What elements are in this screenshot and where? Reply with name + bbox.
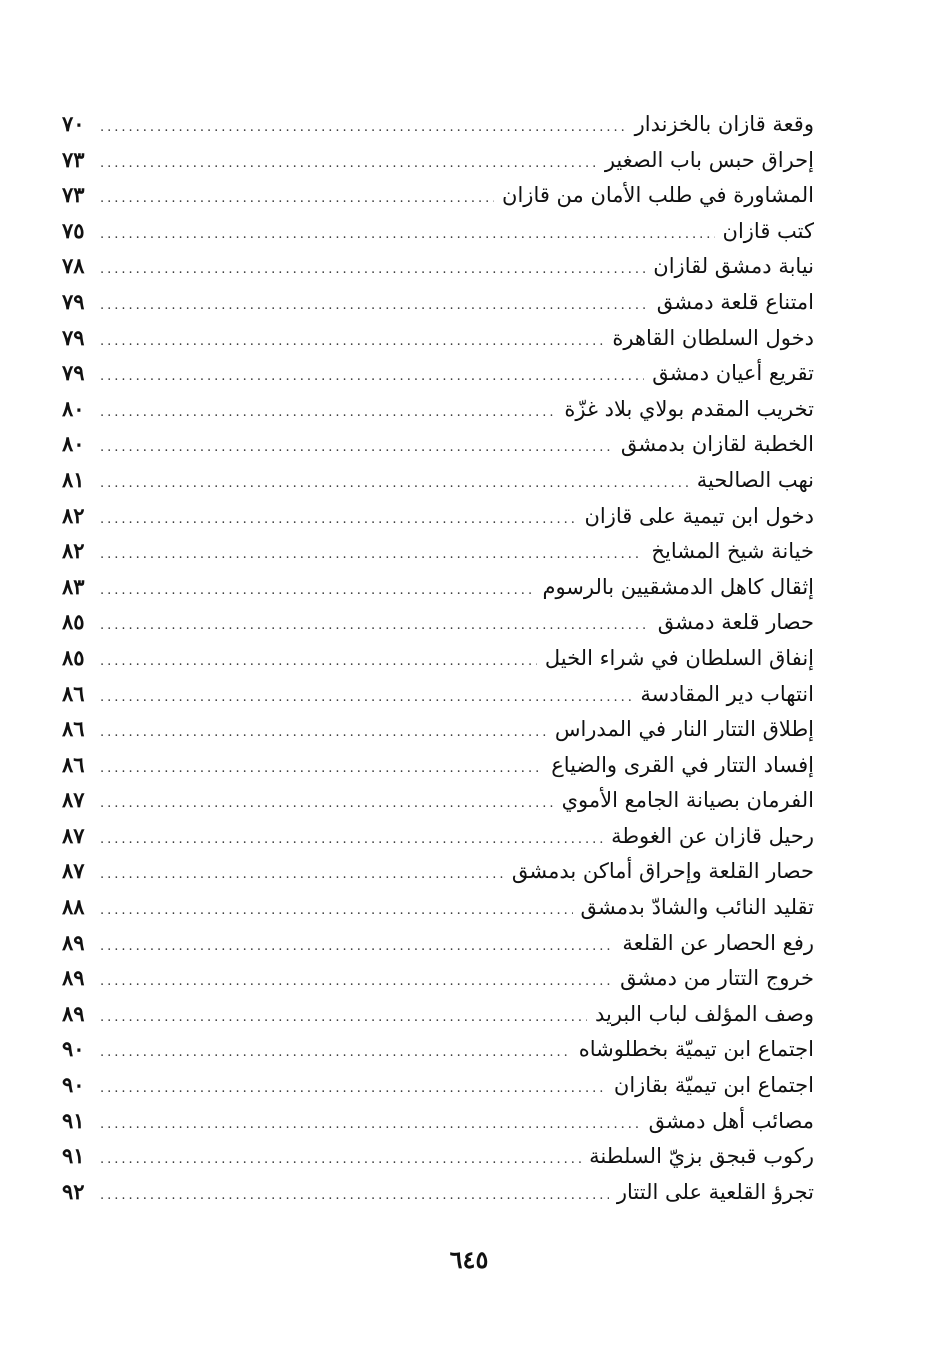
dot-leader xyxy=(100,751,543,787)
toc-entry-page: ٨٥ xyxy=(62,644,85,670)
toc-entry xyxy=(62,889,814,925)
toc-entry-page: ٨٥ xyxy=(62,609,85,635)
toc-entry-title: وقعة قازان بالخزندار xyxy=(634,112,814,136)
toc-entry xyxy=(62,213,814,249)
toc-entry-title: رفع الحصار عن القلعة xyxy=(622,930,814,955)
toc-entry-page: ٧٣ xyxy=(62,146,85,172)
toc-entry-title: تجرؤ القلعية على التتار xyxy=(616,1179,814,1204)
dot-leader xyxy=(100,857,504,893)
toc-entry-title: إنفاق السلطان في شراء الخيل xyxy=(544,645,814,670)
toc-entry-title: نهب الصالحية xyxy=(696,467,814,492)
dot-leader xyxy=(100,359,644,395)
dot-leader xyxy=(100,146,597,182)
toc-entry xyxy=(62,355,814,391)
dot-leader xyxy=(100,1071,606,1107)
toc-entry-page: ٧٩ xyxy=(62,288,85,314)
toc-entry-page: ٩٠ xyxy=(62,1072,85,1098)
toc-entry-page: ٨١ xyxy=(62,466,85,492)
dot-leader xyxy=(100,217,715,253)
dot-leader xyxy=(100,1107,641,1143)
dot-leader xyxy=(100,644,537,680)
toc-entry-page: ٨٩ xyxy=(62,1000,85,1026)
toc-entry xyxy=(62,604,814,640)
toc-entry-title: إفساد التتار في القرى والضياع xyxy=(551,752,814,777)
dot-leader xyxy=(100,929,614,965)
toc-entry-page: ٨٧ xyxy=(62,858,85,884)
toc-entry xyxy=(62,248,814,284)
toc-entry xyxy=(62,142,814,178)
toc-entry xyxy=(62,177,814,213)
dot-leader xyxy=(100,1035,571,1071)
toc-entry-title: تقليد النائب والشادّ بدمشق xyxy=(580,895,814,920)
toc-entry-page: ٧٨ xyxy=(62,253,85,279)
toc-entry xyxy=(62,996,814,1032)
toc-entry-title: رحيل قازان عن الغوطة xyxy=(611,823,814,848)
dot-leader xyxy=(100,608,650,644)
page-number: ٦٤٥ xyxy=(449,1245,489,1274)
toc-entry xyxy=(62,1138,814,1174)
dot-leader xyxy=(100,1000,587,1036)
toc-entry-title: كتب قازان xyxy=(722,218,814,243)
dot-leader xyxy=(100,430,613,466)
dot-leader xyxy=(100,181,494,217)
toc-entry-title: امتناع قلعة دمشق xyxy=(656,289,814,314)
toc-entry-page: ٩٢ xyxy=(62,1178,85,1204)
dot-leader xyxy=(100,537,643,573)
toc-entry xyxy=(62,533,814,569)
toc-entry xyxy=(62,853,814,889)
toc-entry-page: ٧٥ xyxy=(62,217,85,243)
dot-leader xyxy=(100,288,649,324)
toc-entry-page: ٧٩ xyxy=(62,324,85,350)
toc-entry-page: ٨٦ xyxy=(62,751,85,777)
toc-entry xyxy=(62,391,814,427)
dot-leader xyxy=(100,573,534,609)
toc-entry xyxy=(62,462,814,498)
dot-leader xyxy=(100,395,556,431)
toc-entry xyxy=(62,498,814,534)
toc-entry-title: إحراق حبس باب الصغير xyxy=(604,147,814,172)
toc-entry-page: ٨٧ xyxy=(62,787,85,813)
toc-entry-title: دخول ابن تيمية على قازان xyxy=(584,503,814,528)
toc-entry xyxy=(62,711,814,747)
toc-entry xyxy=(62,1103,814,1139)
toc-entry-page: ٧٩ xyxy=(62,360,85,386)
toc-entry-title: تقريع أعيان دمشق xyxy=(652,361,814,386)
dot-leader xyxy=(100,1178,609,1214)
toc-entry-page: ٨٣ xyxy=(62,573,85,599)
toc-entry-title: دخول السلطان القاهرة xyxy=(612,325,814,350)
toc-entry xyxy=(62,106,814,142)
toc-entry xyxy=(62,284,814,320)
dot-leader xyxy=(100,822,603,858)
toc-entry xyxy=(62,569,814,605)
toc-entry-page: ٨٧ xyxy=(62,822,85,848)
toc-entry-page: ٨٢ xyxy=(62,502,85,528)
toc-entry xyxy=(62,747,814,783)
toc-entry-title: خروج التتار من دمشق xyxy=(620,966,814,991)
toc-entry-title: حصار القلعة وإحراق أماكن بدمشق xyxy=(511,859,814,884)
toc-entry-page: ٨٠ xyxy=(62,431,85,457)
toc-entry-page: ٩٠ xyxy=(62,1036,85,1062)
toc-entry-title: نيابة دمشق لقازان xyxy=(653,254,814,279)
toc-entry xyxy=(62,1031,814,1067)
toc-entry-title: الخطبة لقازان بدمشق xyxy=(620,432,814,457)
toc-entry-page: ٨٦ xyxy=(62,680,85,706)
toc-entry-page: ٨٩ xyxy=(62,965,85,991)
toc-entry xyxy=(62,426,814,462)
toc-entry-page: ٩١ xyxy=(62,1107,85,1133)
toc-entry-title: الفرمان بصيانة الجامع الأموي xyxy=(561,788,814,813)
dot-leader xyxy=(100,786,554,822)
toc-entry-title: حصار قلعة دمشق xyxy=(657,610,814,635)
toc-entry-title: انتهاب دير المقادسة xyxy=(640,681,814,706)
toc-entry xyxy=(62,320,814,356)
toc-entry xyxy=(62,640,814,676)
toc-entry-title: وصف المؤلف لباب البريد xyxy=(594,1001,814,1026)
toc-entry-title: إطلاق التتار النار في المدراس xyxy=(554,717,814,742)
toc-entry-page: ٨٢ xyxy=(62,538,85,564)
toc-entry-page: ٨٩ xyxy=(62,929,85,955)
toc-entry-title: خيانة شيخ المشايخ xyxy=(651,539,814,564)
table-of-contents xyxy=(62,106,814,1209)
toc-entry xyxy=(62,1174,814,1210)
dot-leader xyxy=(100,1142,581,1178)
toc-entry-page: ٧٠ xyxy=(62,111,85,136)
toc-entry-page: ٨٨ xyxy=(62,894,85,920)
toc-entry-title: اجتماع ابن تيميّة بقازان xyxy=(613,1073,814,1098)
toc-entry-page: ٨٦ xyxy=(62,716,85,742)
toc-entry xyxy=(62,1067,814,1103)
toc-entry-title: ركوب قبجق بزيّ السلطنة xyxy=(589,1144,814,1169)
toc-entry-title: تخريب المقدم بولاي بلاد غزّة xyxy=(564,396,814,421)
dot-leader xyxy=(100,964,612,1000)
toc-entry xyxy=(62,960,814,996)
toc-entry xyxy=(62,925,814,961)
dot-leader xyxy=(100,252,645,288)
toc-entry xyxy=(62,782,814,818)
toc-entry-title: مصائب أهل دمشق xyxy=(648,1108,814,1133)
dot-leader xyxy=(100,110,627,146)
toc-entry-page: ٩١ xyxy=(62,1143,85,1169)
dot-leader xyxy=(100,466,689,502)
toc-entry-page: ٧٣ xyxy=(62,182,85,208)
dot-leader xyxy=(100,680,632,716)
toc-entry xyxy=(62,676,814,712)
dot-leader xyxy=(100,324,604,360)
dot-leader xyxy=(100,715,547,751)
dot-leader xyxy=(100,893,573,929)
toc-entry-title: المشاورة في طلب الأمان من قازان xyxy=(502,183,814,208)
dot-leader xyxy=(100,502,576,538)
toc-entry-title: إثقال كاهل الدمشقيين بالرسوم xyxy=(542,574,814,599)
toc-entry-title: اجتماع ابن تيميّة بخطلوشاه xyxy=(578,1037,814,1062)
toc-entry-page: ٨٠ xyxy=(62,395,85,421)
toc-entry xyxy=(62,818,814,854)
